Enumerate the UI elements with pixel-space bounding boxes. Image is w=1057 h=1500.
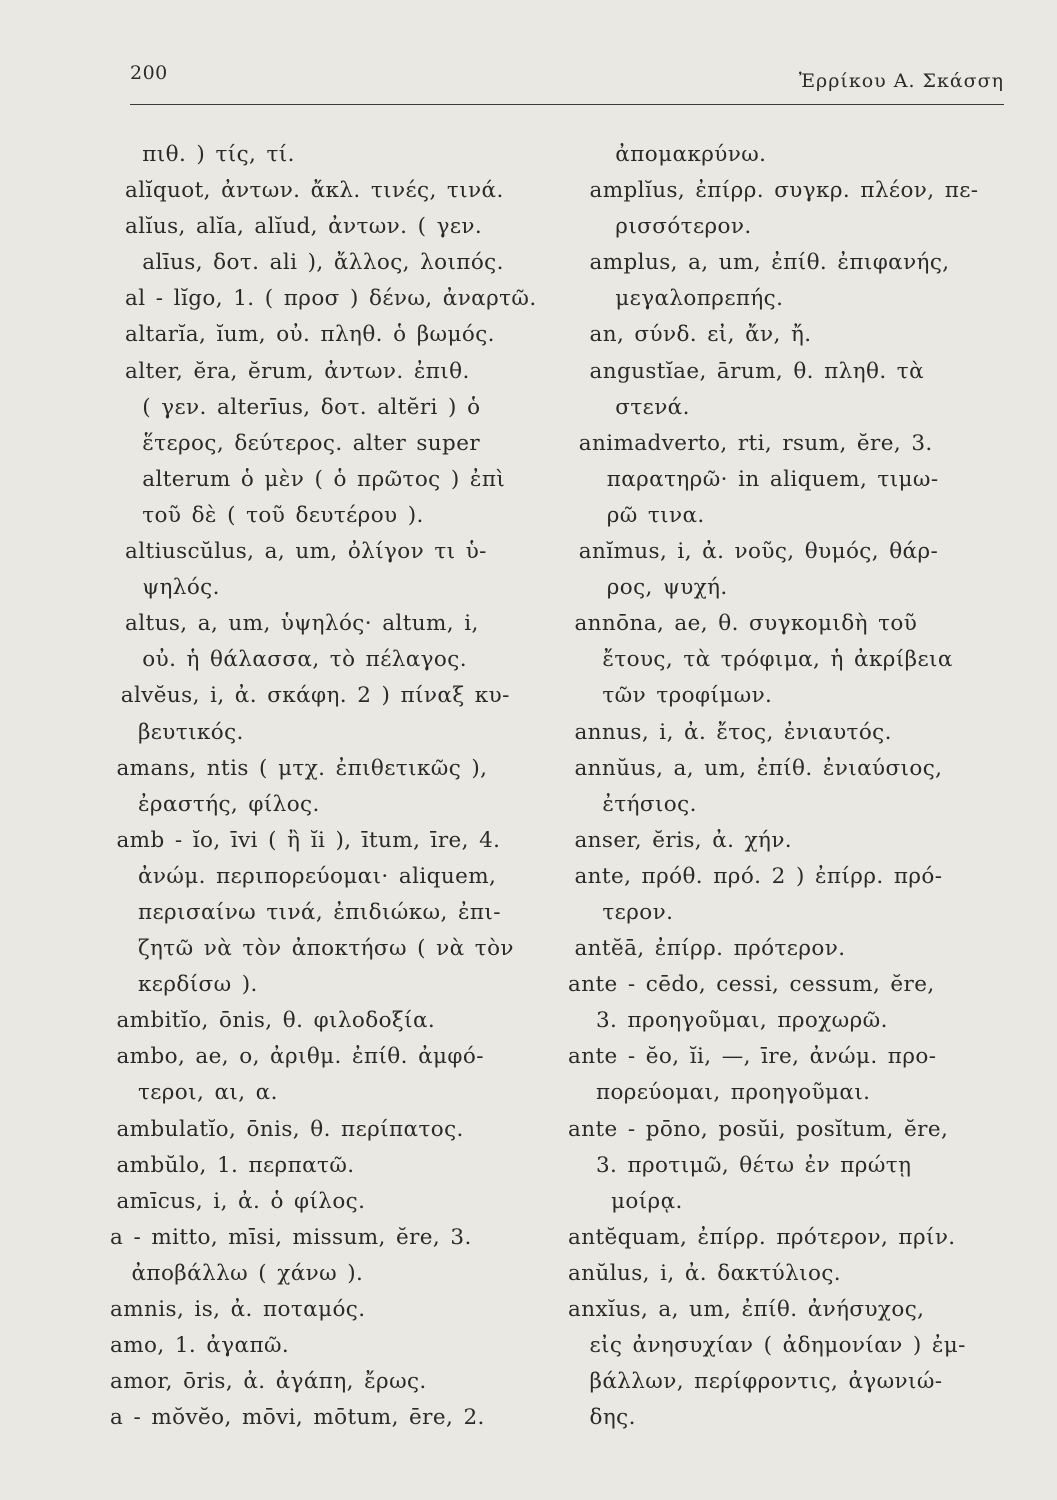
dictionary-line: amb - ĭo, īvi ( ἢ ĭi ), ītum, īre, 4.: [116, 827, 501, 853]
dictionary-line: 3. προτιμῶ, θέτω ἐν πρώτῃ: [595, 1152, 912, 1178]
dictionary-line: ἕτερος, δεύτερος. alter super: [142, 430, 481, 456]
dictionary-line: παρατηρῶ· in aliquem, τιμω-: [606, 466, 939, 492]
dictionary-line: βάλλων, περίφροντις, ἀγωνιώ-: [589, 1369, 943, 1395]
dictionary-line: εἰς ἀνησυχίαν ( ἀδημονίαν ) ἐμ-: [589, 1333, 966, 1359]
dictionary-line: ἀνώμ. περιπορεύομαι· aliquem,: [137, 863, 497, 889]
dictionary-line: a - mŏvĕo, mōvi, mōtum, ēre, 2.: [110, 1405, 485, 1431]
dictionary-line: οὐ. ἡ θάλασσα, τὸ πέλαγος.: [142, 647, 467, 673]
dictionary-line: annus, i, ἀ. ἔτος, ἐνιαυτός.: [574, 719, 892, 745]
dictionary-line: ante, πρόθ. πρό. 2 ) ἐπίρρ. πρό-: [574, 863, 943, 889]
dictionary-line: amans, ntis ( μτχ. ἐπιθετικῶς ),: [116, 755, 488, 781]
dictionary-line: μοίρᾳ.: [611, 1188, 683, 1214]
page-header: [130, 62, 1004, 102]
dictionary-line: anŭlus, i, ἀ. δακτύλιος.: [568, 1260, 842, 1286]
dictionary-line: ρισσότερον.: [615, 214, 752, 240]
header-rule: [130, 104, 1004, 105]
dictionary-line: στενά.: [615, 394, 690, 420]
dictionary-line: ρος, ψυχή.: [606, 575, 728, 601]
dictionary-line: ἀποβάλλω ( χάνω ).: [131, 1260, 364, 1286]
dictionary-line: altus, a, um, ὑψηλός· altum, i,: [125, 611, 479, 637]
dictionary-line: ante - ĕo, ĭi, —, īre, ἀνώμ. προ-: [568, 1044, 937, 1070]
dictionary-line: al - lĭgo, 1. ( προσ ) δένω, ἀναρτῶ.: [125, 286, 537, 312]
dictionary-line: ζητῶ νὰ τὸν ἀποκτήσω ( νὰ τὸν: [137, 936, 514, 962]
dictionary-line: alīus, δοτ. ali ), ἄλλος, λοιπός.: [142, 250, 504, 276]
dictionary-line: ambŭlo, 1. περπατῶ.: [116, 1152, 355, 1178]
dictionary-line: amplĭus, ἐπίρρ. συγκρ. πλέον, πε-: [589, 178, 979, 204]
dictionary-line: amnis, is, ἀ. ποταμός.: [110, 1297, 366, 1322]
running-head: Ἐρρίκου Α. Σκάσση: [798, 70, 1004, 92]
dictionary-line: anser, ĕris, ἀ. χήν.: [574, 827, 793, 853]
dictionary-line: a - mitto, mīsi, missum, ĕre, 3.: [110, 1224, 472, 1250]
dictionary-line: alĭquot, ἀντων. ἄκλ. τινές, τινά.: [125, 178, 504, 204]
dictionary-line: amīcus, i, ἀ. ὁ φίλος.: [116, 1188, 366, 1214]
dictionary-line: ambulatĭo, ōnis, θ. περίπατος.: [116, 1116, 464, 1142]
dictionary-line: ψηλός.: [142, 575, 220, 601]
dictionary-line: βευτικός.: [137, 719, 244, 745]
dictionary-line: ante - cēdo, cessi, cessum, ĕre,: [568, 972, 935, 998]
dictionary-line: τοῦ δὲ ( τοῦ δευτέρου ).: [142, 502, 424, 528]
dictionary-line: annōna, ae, θ. συγκομιδὴ τοῦ: [574, 611, 918, 637]
dictionary-line: amplus, a, um, ἐπίθ. ἐπιφανής,: [589, 250, 950, 276]
dictionary-line: altarĭa, ĭum, οὐ. πληθ. ὁ βωμός.: [125, 322, 495, 348]
dictionary-line: δης.: [589, 1405, 636, 1431]
dictionary-line: τεροι, αι, α.: [137, 1080, 278, 1106]
dictionary-line: ambo, ae, o, ἀριθμ. ἐπίθ. ἀμφό-: [116, 1044, 484, 1070]
dictionary-line: ἐραστής, φίλος.: [137, 791, 320, 817]
dictionary-line: antĕquam, ἐπίρρ. πρότερον, πρίν.: [568, 1224, 956, 1250]
dictionary-line: alterum ὁ μὲν ( ὁ πρῶτος ) ἐπὶ: [142, 466, 506, 492]
dictionary-line: angustĭae, ārum, θ. πληθ. τὰ: [589, 358, 925, 384]
dictionary-line: alter, ĕra, ĕrum, ἀντων. ἐπιθ.: [125, 358, 470, 384]
dictionary-line: πορεύομαι, προηγοῦμαι.: [595, 1080, 871, 1106]
dictionary-line: animadverto, rti, rsum, ĕre, 3.: [578, 430, 933, 456]
dictionary-line: alvĕus, i, ἀ. σκάφη. 2 ) πίναξ κυ-: [120, 683, 510, 709]
dictionary-line: κερδίσω ).: [137, 972, 258, 998]
left-column: [110, 137, 550, 1436]
dictionary-line: alĭus, alĭa, alĭud, ἀντων. ( γεν.: [125, 214, 483, 240]
page-number: 200: [130, 62, 168, 84]
dictionary-line: altiuscŭlus, a, um, ὀλίγον τι ὑ-: [125, 539, 487, 565]
right-column: [568, 137, 1013, 1436]
dictionary-line: περισαίνω τινά, ἐπιδιώκω, ἐπι-: [137, 899, 501, 925]
dictionary-line: ambitĭo, ōnis, θ. φιλοδοξία.: [116, 1008, 436, 1034]
dictionary-line: annŭus, a, um, ἐπίθ. ἐνιαύσιος,: [574, 755, 943, 781]
dictionary-line: ρῶ τινα.: [606, 502, 705, 528]
dictionary-line: ἐτήσιος.: [602, 791, 697, 817]
dictionary-line: ἔτους, τὰ τρόφιμα, ἡ ἀκρίβεια: [602, 647, 953, 673]
dictionary-line: ( γεν. alterīus, δοτ. altĕri ) ὁ: [142, 394, 481, 420]
dictionary-line: 3. προηγοῦμαι, προχωρῶ.: [595, 1008, 888, 1034]
dictionary-line: amo, 1. ἀγαπῶ.: [110, 1333, 290, 1359]
dictionary-line: τῶν τροφίμων.: [602, 683, 773, 709]
dictionary-line: anĭmus, i, ἀ. νοῦς, θυμός, θάρ-: [578, 539, 939, 565]
dictionary-line: τερον.: [602, 899, 674, 925]
dictionary-line: an, σύνδ. εἰ, ἄν, ἤ.: [589, 322, 812, 348]
dictionary-line: ante - pōno, posŭi, posĭtum, ĕre,: [568, 1116, 949, 1142]
dictionary-line: antĕā, ἐπίρρ. πρότερον.: [574, 936, 846, 962]
dictionary-line: anxĭus, a, um, ἐπίθ. ἀνήσυχος,: [568, 1297, 925, 1322]
dictionary-line: πιθ. ) τίς, τί.: [142, 142, 295, 167]
dictionary-line: ἀπομακρύνω.: [615, 142, 767, 167]
dictionary-line: μεγαλοπρεπής.: [615, 286, 784, 312]
dictionary-line: amor, ōris, ἀ. ἀγάπη, ἔρως.: [110, 1369, 427, 1395]
